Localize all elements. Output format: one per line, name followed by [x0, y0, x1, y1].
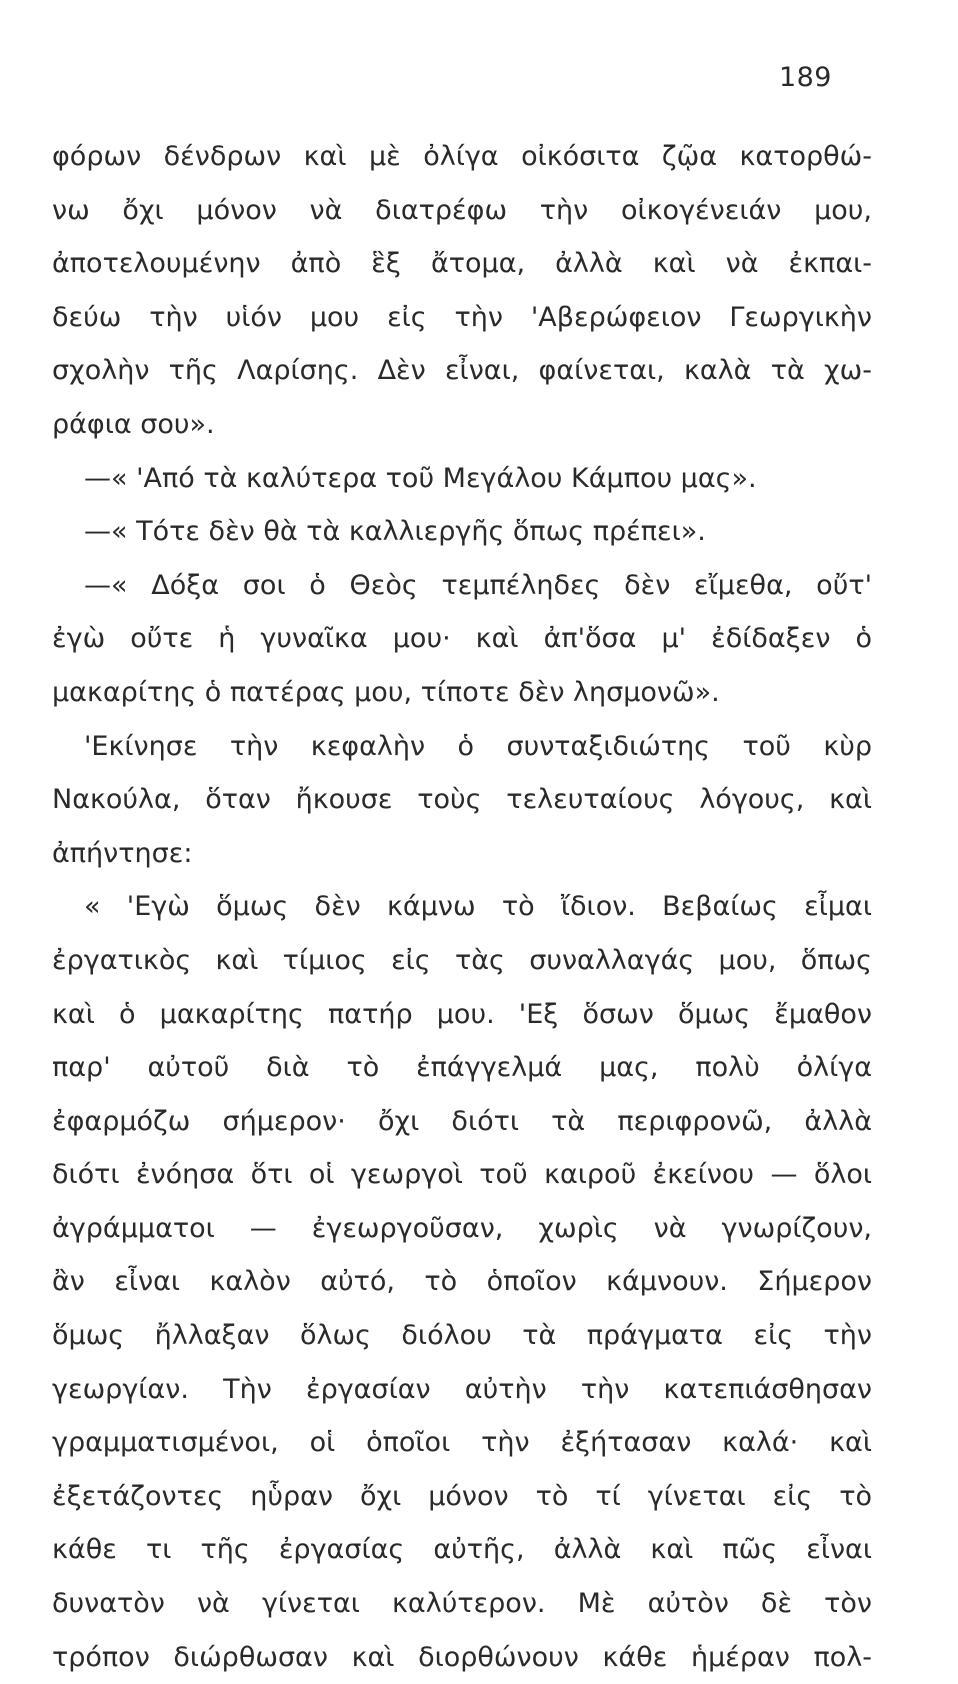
text-line: δυνατὸν νὰ γίνεται καλύτερον. Μὲ αὐτὸν δὲ τὸν	[52, 1588, 872, 1620]
text-line: ἀποτελουμένην ἀπὸ ἓξ ἄτομα, ἀλλὰ καὶ νὰ ἐκπαι-	[52, 248, 872, 280]
page-number: 189	[778, 62, 832, 93]
text-line: διότι ἐνόησα ὅτι οἱ γεωργοὶ τοῦ καιροῦ ἐκείνου — ὅλοι	[52, 1159, 872, 1191]
text-line: ἐφαρμόζω σήμερον· ὄχι διότι τὰ περιφρονῶ, ἀλλὰ	[52, 1105, 872, 1137]
text-line: δεύω τὴν υἱόν μου εἰς τὴν 'Αβερώφειον Γεωργικὴν	[52, 301, 872, 333]
text-line: μακαρίτης ὁ πατέρας μου, τίποτε δὲν λησμονῶ».	[52, 676, 720, 708]
text-line: —« Τότε δὲν θὰ τὰ καλλιεργῆς ὅπως πρέπει».	[84, 516, 706, 548]
body-text	[52, 130, 872, 1684]
text-line: « 'Εγὼ ὅμως δὲν κάμνω τὸ ἴδιον. Βεβαίως εἶμαι	[84, 891, 872, 923]
text-line: κάθε τι τῆς ἐργασίας αὐτῆς, ἀλλὰ καὶ πῶς εἶναι	[52, 1534, 872, 1566]
text-line: 'Εκίνησε τὴν κεφαλὴν ὁ συνταξιδιώτης τοῦ κὺρ	[84, 730, 872, 762]
text-line: —« Δόξα σοι ὁ Θεὸς τεμπέληδες δὲν εἴμεθα, οὔτ'	[84, 569, 872, 601]
text-line: σχολὴν τῆς Λαρίσης. Δὲν εἶναι, φαίνεται, καλὰ τὰ χω-	[52, 355, 872, 387]
text-line: ἐξετάζοντες ηὗραν ὄχι μόνον τὸ τί γίνεται εἰς τὸ	[52, 1480, 872, 1512]
text-line: —« 'Από τὰ καλύτερα τοῦ Μεγάλου Κάμπου μας».	[84, 462, 757, 494]
text-line: νω ὄχι μόνον νὰ διατρέφω τὴν οἰκογένειάν μου,	[52, 194, 872, 226]
text-line: ἐργατικὸς καὶ τίμιος εἰς τὰς συναλλαγάς μου, ὅπως	[52, 944, 872, 976]
text-line: φόρων δένδρων καὶ μὲ ὀλίγα οἰκόσιτα ζῷα κατορθώ-	[52, 141, 872, 172]
text-line: παρ' αὐτοῦ διὰ τὸ ἐπάγγελμά μας, πολὺ ὀλίγα	[52, 1052, 872, 1084]
text-line: ἂν εἶναι καλὸν αὐτό, τὸ ὁποῖον κάμνουν. Σήμερον	[52, 1266, 872, 1298]
text-line: γεωργίαν. Τὴν ἐργασίαν αὐτὴν τὴν κατεπιάσθησαν	[52, 1373, 872, 1405]
text-line: ἀπήντησε:	[52, 837, 193, 869]
text-line: καὶ ὁ μακαρίτης πατήρ μου. 'Εξ ὅσων ὅμως ἔμαθον	[52, 998, 872, 1030]
text-line: ράφια σου».	[52, 408, 215, 440]
text-line: ὅμως ἤλλαξαν ὅλως διόλου τὰ πράγματα εἰς τὴν	[52, 1320, 872, 1352]
text-line: ἐγὼ οὔτε ἡ γυναῖκα μου· καὶ ἀπ'ὅσα μ' ἐδίδαξεν ὁ	[52, 623, 872, 655]
text-line: τρόπον διώρθωσαν καὶ διορθώνουν κάθε ἡμέραν πολ-	[52, 1641, 872, 1673]
text-line: Νακούλα, ὅταν ἤκουσε τοὺς τελευταίους λόγους, καὶ	[52, 784, 872, 816]
text-line: ἀγράμματοι — ἐγεωργοῦσαν, χωρὶς νὰ γνωρίζουν,	[52, 1212, 872, 1244]
text-line: γραμματισμένοι, οἱ ὁποῖοι τὴν ἐξήτασαν καλά· καὶ	[52, 1427, 872, 1459]
